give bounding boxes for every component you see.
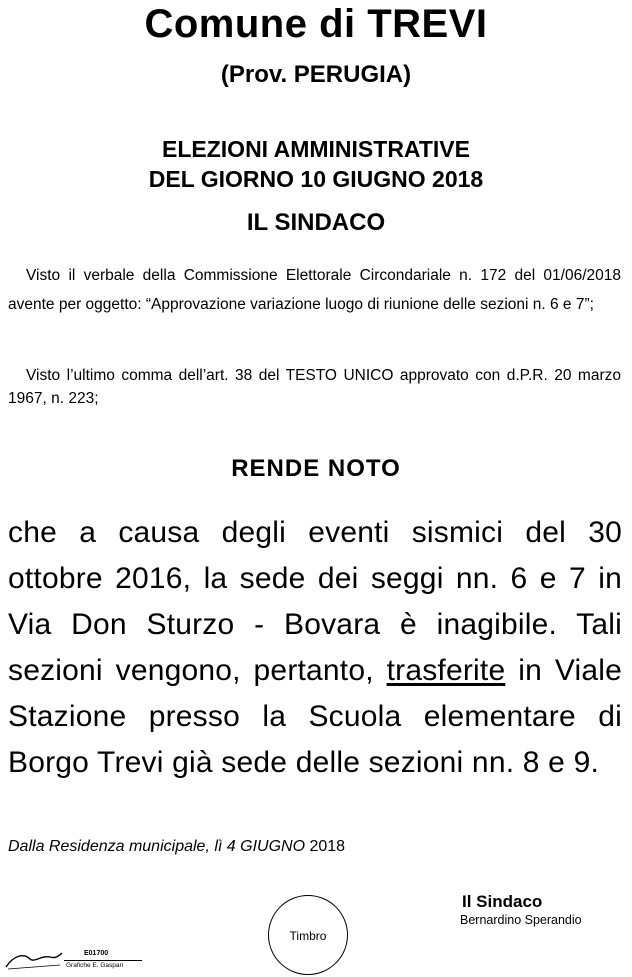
stamp-circle <box>268 895 348 975</box>
paragraph-verbale: Visto il verbale della Commissione Elettorale Circondariale n. 172 del 01/06/2018 avente per oggetto: “Approvazione variazione luogo di riunione delle sezioni n. 6 e 7”; <box>8 267 621 313</box>
paragraph-visto: Visto l’ultimo comma dell’art. 38 del TESTO UNICO approvato con d.P.R. 20 marzo 1967, n. 223; <box>8 367 621 407</box>
mayor-heading: IL SINDACO <box>246 209 386 236</box>
signature-name: Bernardino Sperandio <box>460 913 582 927</box>
election-heading-line1: ELEZIONI AMMINISTRATIVE <box>162 136 470 162</box>
announcement-text-start: che a causa degli eventi sismici del 30 ottobre 2016, la sede dei seggi nn. 6 e 7 in Via Don Sturzo - Bovara è inagibile. Tali sezioni vengono, pertanto, <box>8 516 622 687</box>
stamp-label: Timbro <box>289 929 327 943</box>
main-announcement <box>8 510 622 786</box>
printer-rule <box>64 960 142 961</box>
election-heading-line2: DEL GIORNO 10 GIUGNO 2018 <box>148 166 484 192</box>
printer-logo <box>4 951 64 971</box>
printer-name: Grafiche E. Gaspari <box>66 962 124 969</box>
announcement-underlined-word: trasferite <box>386 654 506 687</box>
printer-code: E01700 <box>84 950 109 957</box>
document-title: Comune di TREVI <box>144 2 488 46</box>
signature-title: Il Sindaco <box>462 892 543 911</box>
province-subtitle: (Prov. PERUGIA) <box>220 61 412 88</box>
announcement-text-end: in Viale Stazione presso la Scuola elementare di Borgo Trevi già sede delle sezioni nn. 8 e 9. <box>8 654 622 779</box>
place-date-line <box>8 838 345 856</box>
place-date-text: Dalla Residenza municipale, lì 4 GIUGNO <box>8 838 306 855</box>
rende-noto-heading: RENDE NOTO <box>231 455 401 482</box>
printer-mark <box>4 946 144 974</box>
place-date-year: 2018 <box>305 838 346 855</box>
